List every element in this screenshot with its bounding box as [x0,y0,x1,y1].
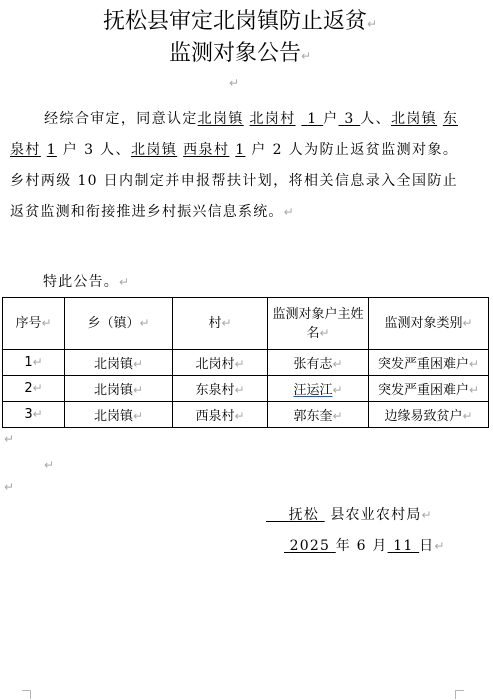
crop-mark [22,690,31,699]
cell-town: 北岗镇↵ [65,350,173,376]
cell-category: 突发严重困难户↵ [369,376,489,402]
cell-householder: 郭东奎↵ [268,402,369,428]
paragraph-mark: ↵ [300,49,312,63]
header-village: 村↵ [173,298,268,350]
table-row [3,350,489,376]
monitoring-table [2,297,489,428]
empty-paragraph-mark: ↵ [229,76,240,90]
entry-1-village: 北岗村 [249,111,296,127]
paragraph-mark: ↵ [119,275,131,289]
cell-householder: 汪运江↵ [268,376,369,402]
date-year: 2025 [289,538,331,554]
signature-office [266,504,433,524]
header-category: 监测对象类别↵ [369,298,489,350]
document-title-line-2 [0,40,480,70]
unit-hu: 户 [251,142,267,158]
unit-hu: 户 [323,111,339,127]
paragraph-mark: ↵ [283,205,295,219]
entry-3-households: 1 [235,142,246,158]
date-year-char: 年 [335,538,351,554]
cell-category: 边缘易致贫户↵ [369,402,489,428]
announcement-body [10,104,458,228]
entry-2-households: 1 [46,142,57,158]
header-index: 序号↵ [3,298,65,350]
paragraph-mark: ↵ [434,539,446,553]
cell-householder: 张有志↵ [268,350,369,376]
unit-ren: 人 [100,142,116,158]
cell-category: 突发严重困难户↵ [369,350,489,376]
title-text-2: 监测对象公告 [168,41,301,66]
title-text-1: 抚松县审定北岗镇防止返贫 [102,9,367,34]
paragraph-mark: ↵ [366,17,378,31]
empty-paragraph-mark: ↵ [44,458,55,472]
table-row [3,402,489,428]
header-town: 乡（镇）↵ [65,298,173,350]
body-conclusion: 为防止返贫监测对象。乡村两级 10 日内制定并申报帮扶计划，将相关信息录入全国防止返贫监测和衔接推进乡村振兴信息系统。 [10,142,459,220]
signature-office-name: 县农业农村局 [330,507,422,523]
entry-2-town: 北岗镇 [390,111,438,127]
entry-2-village: 东泉村 [10,111,459,158]
entry-1-town: 北岗镇 [197,111,244,127]
cell-index: 3↵ [3,402,65,428]
notice-label: 特此公告。 [43,274,119,290]
crop-mark [455,690,464,699]
unit-hu: 户 [62,142,79,158]
cell-index: 2↵ [3,376,65,402]
entry-3-persons: 2 [272,142,283,158]
date-day: 11 [393,538,414,554]
cell-town: 北岗镇↵ [65,402,173,428]
table-header-row [3,298,489,350]
cell-town: 北岗镇↵ [65,376,173,402]
table-row [3,376,489,402]
entry-2-persons: 3 [84,142,95,158]
date-month-char: 月 [372,538,388,554]
cell-village: 北岗村↵ [173,350,268,376]
entry-1-persons: 3 [344,111,355,127]
cell-village: 东泉村↵ [173,376,268,402]
entry-3-town: 北岗镇 [130,142,178,158]
signature-county: 抚松 [288,507,320,523]
empty-paragraph-mark: ↵ [4,480,15,494]
notice-line [43,271,130,291]
separator: 、 [115,142,131,158]
document-title-line-1 [0,8,480,38]
entry-3-village: 西泉村 [183,142,230,158]
cell-index: 1↵ [3,350,65,376]
unit-ren: 人 [360,111,376,127]
separator: 、 [375,111,391,127]
cell-village: 西泉村↵ [173,402,268,428]
unit-ren: 人 [288,142,305,158]
date-month: 6 [356,538,367,554]
header-householder: 监测对象户主姓名↵ [268,298,369,350]
empty-paragraph-mark: ↵ [4,432,15,446]
signature-date [284,535,446,555]
entry-1-households: 1 [307,111,318,127]
body-intro: 经综合审定，同意认定 [44,111,198,127]
date-day-char: 日 [419,538,435,554]
paragraph-mark: ↵ [421,508,433,522]
